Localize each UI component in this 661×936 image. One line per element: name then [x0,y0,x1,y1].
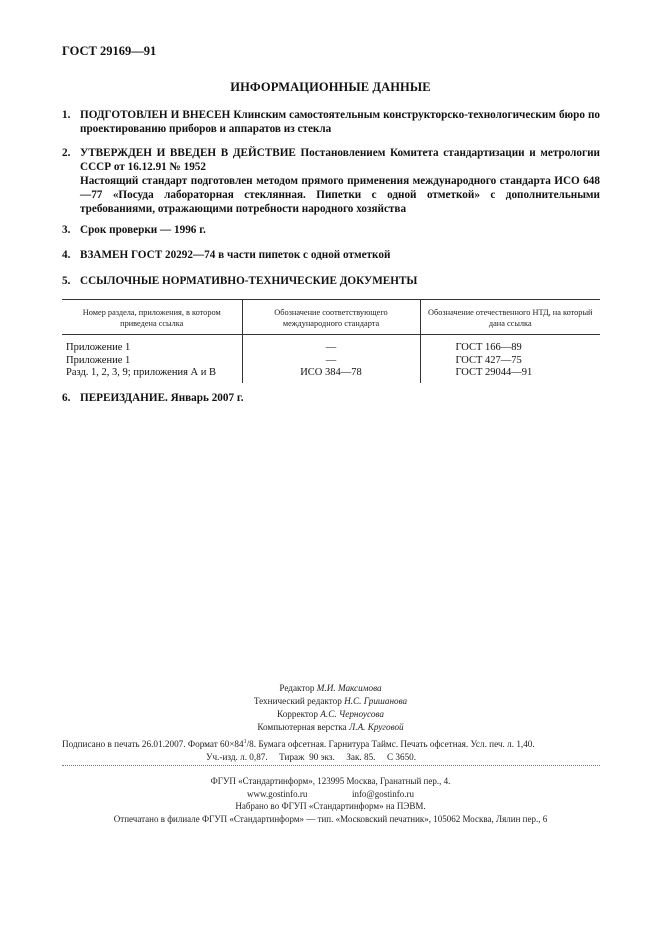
item-number: 6. [62,392,71,404]
table-cell: ГОСТ 29044—91 [455,367,533,378]
table-cell: Приложение 1 [66,354,131,366]
item-lead: УТВЕРЖДЕН И ВВЕДЕН В ДЕЙСТВИЕ [80,147,296,159]
info-item-6 [62,391,600,405]
intl-standard-cell [242,335,420,383]
item-body: Клинским самостоятельным конструкторско-технологическим бюро по проектированию приборов и аппаратов из стекла [80,109,600,135]
column-header: Обозначение отечественного НТД, на который дана ссылка [420,300,600,335]
credit-line: Корректор А.С. Черноусова [277,709,384,719]
item-number: 2. [62,147,71,159]
footer-line: Отпечатано в филиале ФГУП «Стандартинформ» — тип. «Московский печатник», 105062 Москва, Лялин пер., 6 [113,813,548,824]
column-header: Обозначение соответствующего международного стандарта [242,300,420,335]
website-link[interactable]: www.gostinfo.ru [247,788,308,799]
imprint-line-1: Подписано в печать 26.01.2007. Формат $60\times 84^1/8$. Бумага офсетная. Гарнитура Таймс. Печать офсетная. Усл. печ. л. 1,40. [62,739,535,750]
item-text: ПЕРЕИЗДАНИЕ. Январь 2007 г. [80,392,244,404]
credit-line: Редактор М.И. Максимова [279,683,382,693]
table-cell: ГОСТ 166—89 [455,342,522,353]
imprint-block [62,736,600,763]
table-header-row [62,300,600,335]
table-body-row [62,335,600,383]
item-number: 5. [62,275,71,287]
info-item-2 [62,146,600,216]
item-text [80,146,600,174]
item-number: 4. [62,249,71,261]
references-table [62,299,600,383]
info-item-5 [62,274,600,288]
table-cell: ИСО 384—78 [300,367,362,378]
info-item-4 [62,248,600,262]
table-cell: ГОСТ 427—75 [455,354,522,366]
item-body: Постановлением Комитета стандартизации и метрологии СССР от 16.12.91 № 1952 [80,147,600,173]
item-text: ВЗАМЕН ГОСТ 20292—74 в части пипеток с одной отметкой [80,249,391,261]
footer-line: Набрано во ФГУП «Стандартинформ» на ПЭВМ. [235,801,426,811]
item-lead: ПОДГОТОВЛЕН И ВНЕСЕН [80,109,231,121]
column-header: Номер раздела, приложения, в котором приведена ссылка [62,300,242,335]
imprint-line-2: Уч.-изд. л. 0,87. Тираж 90 экз. Зак. 85. С 3650. [206,751,417,762]
info-item-1 [62,108,600,136]
national-standard-cell [420,335,600,383]
item-text [80,108,600,136]
item-number: 1. [62,109,71,121]
item-number: 3. [62,224,71,236]
table-cell: Разд. 1, 2, 3, 9; приложения А и В [66,367,216,378]
table-cell: — [325,342,337,353]
info-item-3 [62,223,600,237]
item-text: Срок проверки — 1996 г. [80,224,206,236]
table-cell: Приложение 1 [66,342,131,353]
publisher-footer [0,775,661,825]
item-text: ССЫЛОЧНЫЕ НОРМАТИВНО-ТЕХНИЧЕСКИЕ ДОКУМЕНТЫ [80,275,418,287]
section-title: ИНФОРМАЦИОННЫЕ ДАННЫЕ [230,80,431,94]
footer-line: ФГУП «Стандартинформ», 123995 Москва, Гранатный пер., 4. [210,776,451,786]
standard-code: ГОСТ 29169—91 [62,44,157,58]
table-cell: — [325,354,337,366]
email-link[interactable]: info@gostinfo.ru [351,788,414,799]
credit-line: Технический редактор Н.С. Гришанова [253,696,408,706]
divider [62,765,600,766]
section-refs-cell [62,335,242,383]
item-extra-text: Настоящий стандарт подготовлен методом прямого применения международного стандарта ИСО 648—77 «Посуда лабораторная стеклянная. Пипетки с одной отметкой» с дополнительными требованиями, отражающими потребности народного хозяйства [80,175,600,215]
credit-line: Компьютерная верстка Л.А. Круговой [257,722,404,732]
footer-contacts [0,788,661,801]
credits-block [0,682,661,734]
